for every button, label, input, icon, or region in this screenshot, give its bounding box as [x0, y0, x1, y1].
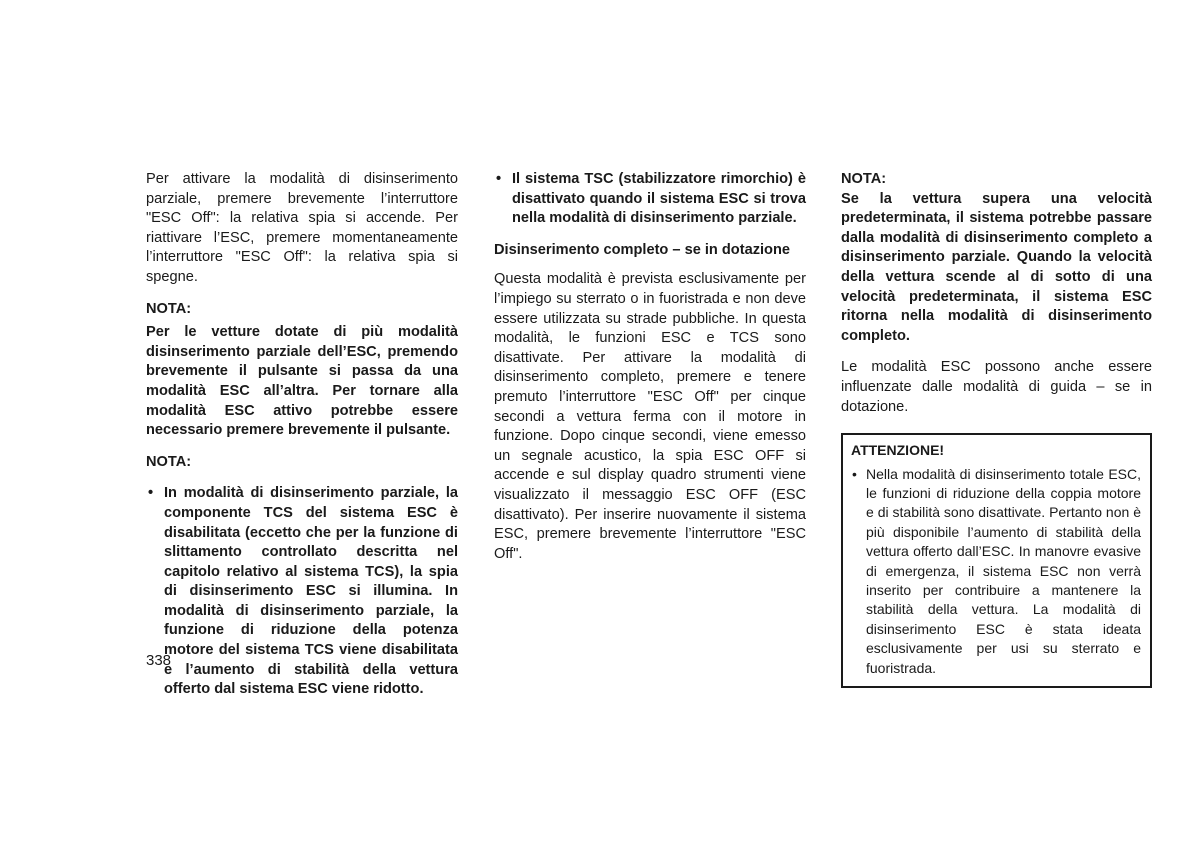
note-label: NOTA:	[841, 171, 887, 187]
list-item	[494, 170, 806, 229]
column-left	[146, 170, 458, 700]
intro-paragraph: Per attivare la modalità di disinserimento parziale, premere brevemente l’interruttore "ESC Off": la relativa spia si accende. Per riattivare l’ESC, premere momentaneamente l’interruttore "ESC Off": la relativa spia si spegne.	[146, 171, 458, 285]
column-right	[841, 170, 1152, 688]
modes-paragraph: Le modalità ESC possono anche essere influenzate dalle modalità di guida – se in dotazione.	[841, 359, 1152, 415]
bullet-icon: •	[852, 465, 857, 482]
note-text: Per le vetture dotate di più modalità disinserimento parziale dell’ESC, premendo brevemente il pulsante si passa da una modalità ESC all’altra. Per tornare alla modalità ESC attivo potrebbe essere necessario premere brevemente il pulsante.	[146, 324, 458, 439]
list-item-text: In modalità di disinserimento parziale, la componente TCS del sistema ESC è disabilitata (eccetto che per la funzione di slittamento controllato descritta nel capitolo relativo al sistema TCS), la spia di disinserimento ESC si illumina. In modalità di disinserimento parziale, la funzione di riduzione della potenza motore del sistema TCS viene disabilitata e l’aumento di stabilità della vettura offerto dal sistema ESC viene ridotto.	[164, 485, 458, 698]
bullet-icon: •	[148, 485, 154, 502]
bullet-icon: •	[496, 171, 502, 187]
warning-title: ATTENZIONE!	[851, 442, 945, 459]
note-label-2: NOTA:	[146, 453, 192, 470]
page-number: 338	[146, 652, 172, 669]
column-middle	[494, 170, 806, 564]
list-item	[851, 465, 1141, 678]
list-item-text: Nella modalità di disinserimento totale ESC, le funzioni di riduzione della coppia motore e di stabilità sono disattivate. Pertanto non è più disponibile l’aumento di stabilità della vettura offerto dall’ESC. In manovre evasive di emergenza, il sistema ESC non verrà inserito per contribuire a mantenere la stabilità della vettura. La modalità di disinserimento ESC è stata ideata esclusivamente per usi su sterrato e fuoristrada.	[866, 465, 1141, 676]
section-heading: Disinserimento completo – se in dotazione	[494, 241, 790, 258]
list-item	[146, 484, 458, 700]
warning-box	[841, 433, 1152, 688]
note-label: NOTA:	[146, 300, 192, 317]
list-item-text: Il sistema TSC (stabilizzatore rimorchio) è disattivato quando il sistema ESC si trova nella modalità di disinserimento parziale.	[512, 171, 806, 227]
section-paragraph: Questa modalità è prevista esclusivamente per l’impiego su sterrato o in fuoristrada e non deve essere utilizzata su strade pubbliche. In questa modalità, le funzioni ESC e TCS sono disattivate. Per attivare la modalità di disinserimento completo, premere e tenere premuto l’interruttore "ESC Off" per cinque secondi a vettura ferma con il motore in funzione. Dopo cinque secondi, viene emesso un segnale acustico, la spia ESC OFF si accende e sul display quadro strumenti viene visualizzato il messaggio ESC OFF (ESC disattivato). Per inserire nuovamente il sistema ESC, premere brevemente l’interruttore "ESC Off".	[494, 271, 806, 562]
note-text: Se la vettura supera una velocità predeterminata, il sistema potrebbe passare dalla modalità di disinserimento completo a disinserimento parziale. Quando la velocità della vettura scende al di sotto di una velocità predeterminata, il sistema ESC ritorna nella modalità di disinserimento completo.	[841, 190, 1152, 344]
